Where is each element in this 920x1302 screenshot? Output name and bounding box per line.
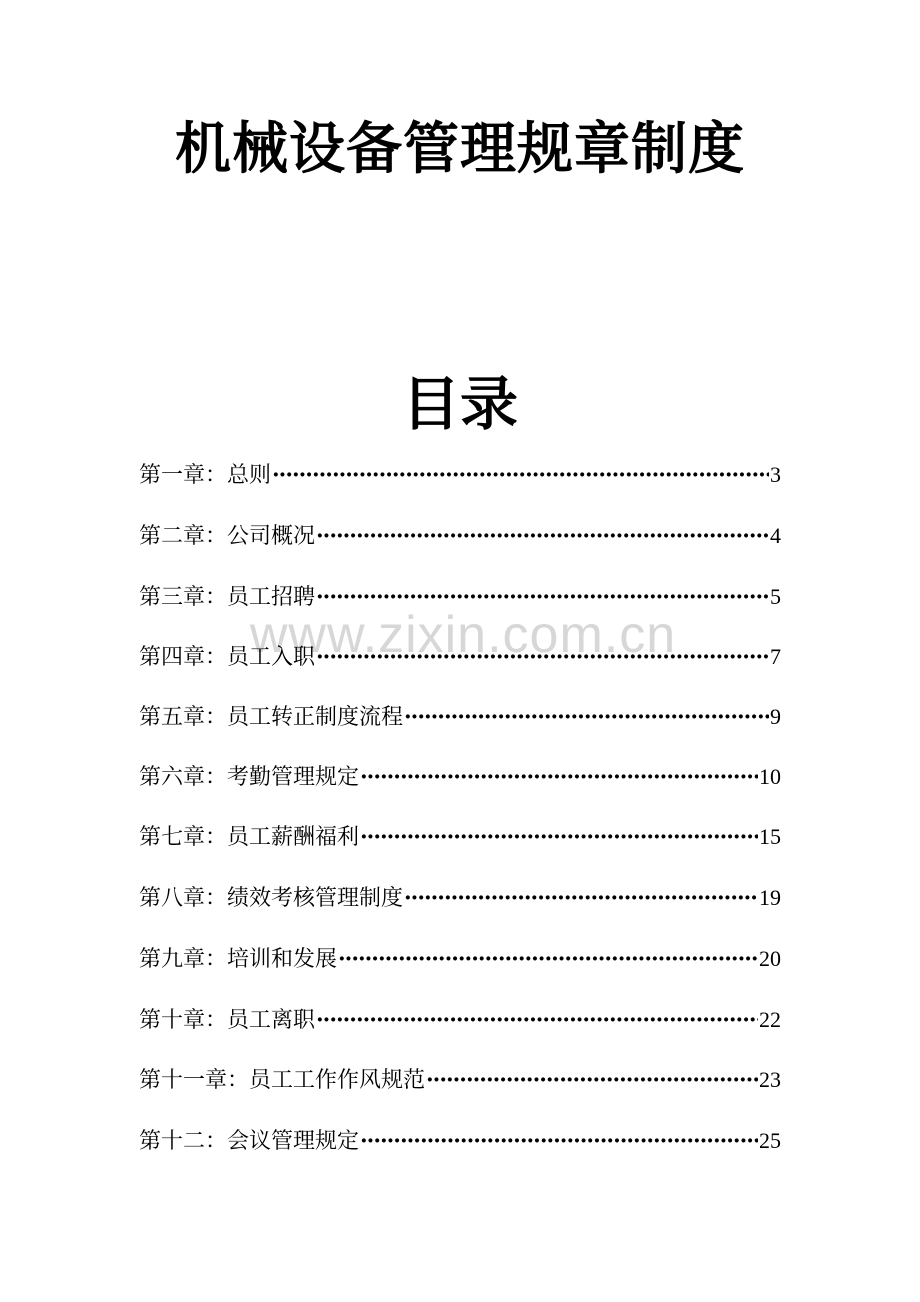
toc-dot-leader: [338, 941, 758, 977]
toc-entry-label: 第七章：员工薪酬福利: [139, 825, 360, 850]
toc-dot-leader: [404, 880, 758, 916]
toc-entry-label: 第六章：考勤管理规定: [139, 765, 360, 790]
toc-entry-chapter-9[interactable]: [139, 941, 781, 977]
toc-entry-chapter-2[interactable]: [139, 518, 781, 554]
toc-entry-label: 第九章：培训和发展: [139, 947, 338, 972]
toc-entry-chapter-4[interactable]: [139, 639, 781, 675]
toc-entry-page: 25: [759, 1128, 781, 1153]
document-title: 机械设备管理规章制度: [175, 117, 745, 182]
toc-entry-page: 19: [759, 885, 781, 910]
toc-dot-leader: [426, 1062, 758, 1098]
watermark: www.zixin.com.cn: [249, 606, 677, 664]
toc-entry-label: 第三章：员工招聘: [139, 585, 316, 610]
toc-dot-leader: [272, 457, 769, 493]
toc-entry-chapter-7[interactable]: [139, 819, 781, 855]
toc-entry-label: 第五章：员工转正制度流程: [139, 705, 404, 730]
toc-entry-chapter-12[interactable]: [139, 1123, 781, 1159]
toc-dot-leader: [360, 819, 758, 855]
toc-entry-label: 第八章：绩效考核管理制度: [139, 886, 404, 911]
toc-entry-chapter-8[interactable]: [139, 880, 781, 916]
toc-entry-page: 10: [759, 764, 781, 789]
toc-entry-chapter-5[interactable]: [139, 699, 781, 735]
toc-entry-label: 第十二：会议管理规定: [139, 1129, 360, 1154]
toc-entry-page: 22: [759, 1007, 781, 1032]
toc-entry-page: 9: [770, 704, 781, 729]
toc-entry-label: 第十一章：员工工作作风规范: [139, 1068, 426, 1093]
toc-entry-page: 4: [770, 523, 781, 548]
toc-heading: 目录: [401, 370, 518, 438]
toc-dot-leader: [316, 518, 769, 554]
toc-entry-chapter-1[interactable]: [139, 457, 781, 493]
toc-dot-leader: [316, 639, 769, 675]
toc-entry-chapter-11[interactable]: [139, 1062, 781, 1098]
toc-dot-leader: [360, 1123, 758, 1159]
toc-entry-page: 7: [770, 644, 781, 669]
toc-entry-page: 15: [759, 824, 781, 849]
toc-entry-label: 第二章：公司概况: [139, 524, 316, 549]
toc-entry-page: 20: [759, 946, 781, 971]
toc-dot-leader: [360, 759, 758, 795]
toc-entry-chapter-10[interactable]: [139, 1002, 781, 1038]
toc-entry-page: 23: [759, 1067, 781, 1092]
toc-entry-page: 5: [770, 584, 781, 609]
toc-entry-label: 第十章：员工离职: [139, 1008, 316, 1033]
toc-entry-label: 第一章：总则: [139, 463, 272, 488]
toc-entry-label: 第四章：员工入职: [139, 645, 316, 670]
toc-dot-leader: [404, 699, 769, 735]
toc-entry-chapter-6[interactable]: [139, 759, 781, 795]
toc-dot-leader: [316, 579, 769, 615]
toc-entry-chapter-3[interactable]: [139, 579, 781, 615]
toc-entry-page: 3: [770, 462, 781, 487]
toc-dot-leader: [316, 1002, 758, 1038]
